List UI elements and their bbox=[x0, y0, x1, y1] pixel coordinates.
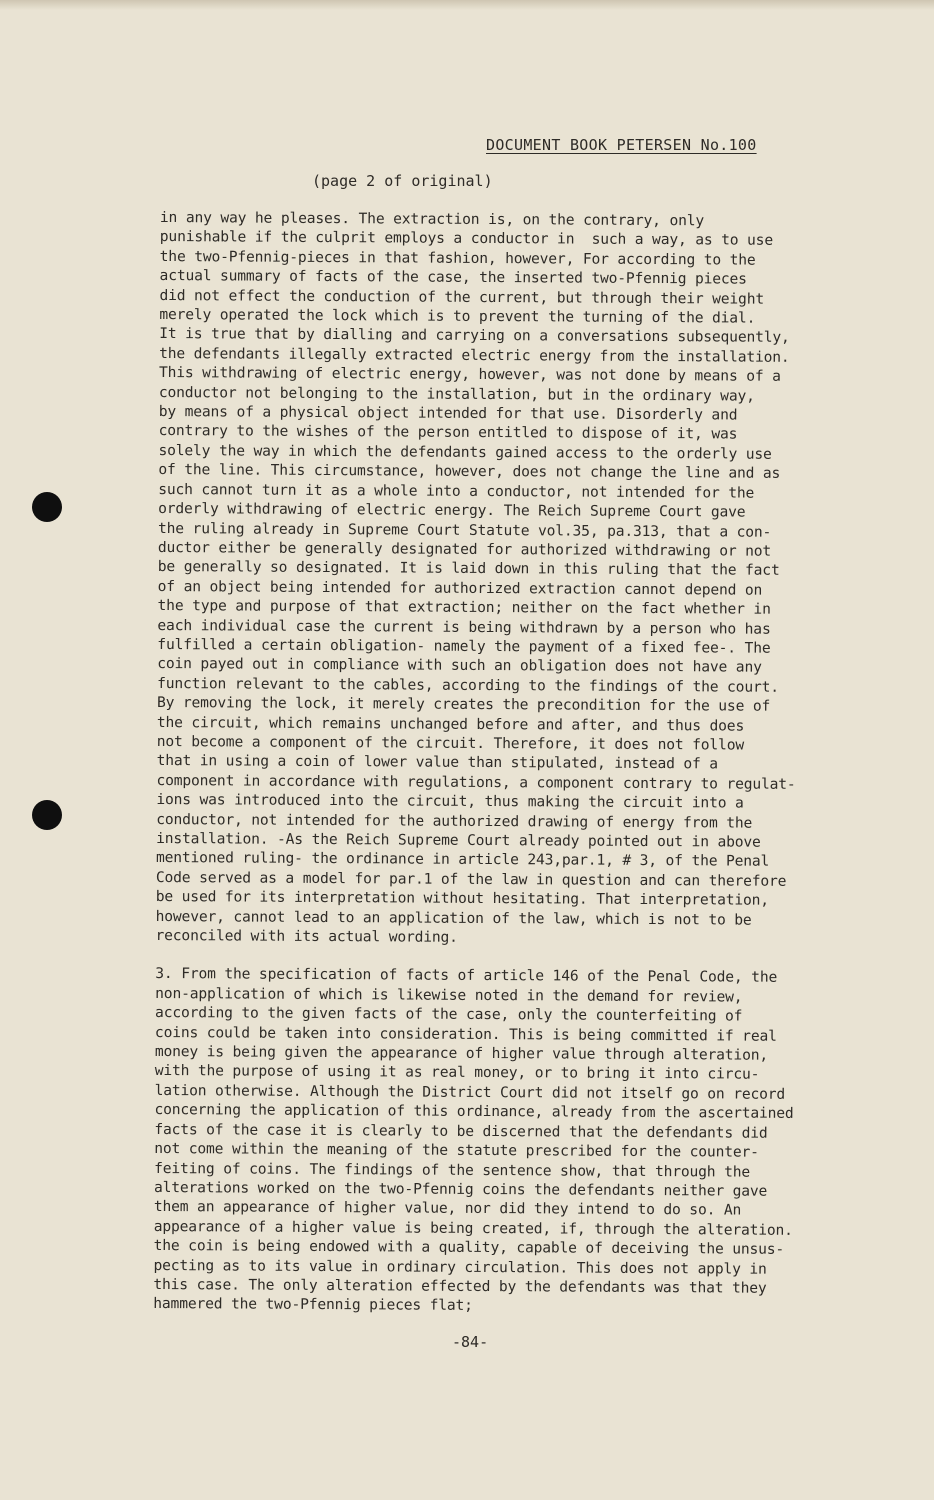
text-line: This withdrawing of electric energy, however, was not done by means of a bbox=[158, 364, 781, 386]
text-line: of an object being intended for authorized extraction cannot depend on bbox=[157, 577, 763, 599]
text-line: function relevant to the cables, according to the findings of the court. bbox=[157, 674, 779, 696]
text-line: ions was introduced into the circuit, thus making the circuit into a bbox=[156, 791, 744, 812]
text-line: the ruling already in Supreme Court Statute vol.35, pa.313, that a con- bbox=[157, 519, 772, 541]
text-line: this case. The only alteration effected by the defendants was that they bbox=[153, 1275, 767, 1297]
text-line: coins could be taken into consideration. This is being committed if real bbox=[154, 1023, 777, 1045]
text-line: merely operated the lock which is to prevent the turning of the dial. bbox=[159, 306, 756, 327]
paragraph-counterfeiting-analysis bbox=[153, 964, 895, 1318]
text-line: punishable if the culprit employs a conductor in such a way, as to use bbox=[159, 228, 774, 250]
text-line: conductor, not intended for the authorized drawing of energy from the bbox=[156, 810, 753, 832]
text-line: reconciled with its actual wording. bbox=[155, 927, 458, 946]
text-line: fulfilled a certain obligation- namely the payment of a fixed fee-. The bbox=[157, 635, 771, 657]
text-line: conductor not belonging to the installation, but in the ordinary way, bbox=[158, 383, 755, 405]
text-line: mentioned ruling- the ordinance in article 243,par.1, # 3, of the Penal bbox=[155, 849, 770, 871]
text-line: ductor either be generally designated for authorized withdrawing or not bbox=[157, 538, 772, 560]
text-line: non-application of which is likewise noted in the demand for review, bbox=[155, 984, 743, 1006]
document-book-heading: DOCUMENT BOOK PETERSEN No.100 bbox=[486, 136, 757, 154]
text-line: actual summary of facts of the case, the inserted two-Pfennig pieces bbox=[159, 267, 747, 288]
text-line: facts of the case it is clearly to be discerned that the defendants did bbox=[154, 1120, 768, 1142]
text-line: Code served as a model for par.1 of the law in question and can therefore bbox=[155, 868, 787, 890]
text-line: be used for its interpretation without hesitating. That interpretation, bbox=[155, 888, 770, 909]
text-line: the circuit, which remains unchanged before and after, and thus does bbox=[156, 713, 745, 735]
text-line: the two-Pfennig-pieces in that fashion, however, For according to the bbox=[159, 247, 756, 269]
text-line: however, cannot lead to an application of the law, which is not to be bbox=[155, 907, 752, 929]
text-line: alterations worked on the two-Pfennig coins the defendants neither gave bbox=[153, 1178, 768, 1200]
text-line: in any way he pleases. The extraction is, on the contrary, only bbox=[159, 208, 705, 230]
text-line: coin payed out in compliance with such an obligation does not have any bbox=[157, 655, 762, 677]
text-line: solely the way in which the defendants gained access to the orderly use bbox=[158, 441, 772, 463]
paper-top-edge bbox=[0, 0, 934, 10]
text-line: not come within the meaning of the statute prescribed for the counter- bbox=[154, 1140, 759, 1161]
binder-punch-hole bbox=[32, 492, 62, 522]
text-line: By removing the lock, it merely creates the precondition for the use of bbox=[156, 694, 771, 715]
text-line: the coin is being endowed with a quality, capable of deceiving the unsus- bbox=[153, 1237, 785, 1258]
text-line: did not effect the conduction of the current, but through their weight bbox=[159, 286, 765, 308]
text-line: appearance of a higher value is being created, if, through the alteration. bbox=[153, 1217, 793, 1239]
text-line: money is being given the appearance of higher value through alteration, bbox=[154, 1043, 769, 1064]
text-line: the type and purpose of that extraction; neither on the fact whether in bbox=[157, 597, 771, 618]
binder-punch-hole bbox=[32, 800, 62, 830]
document-body bbox=[153, 208, 900, 1318]
text-line: according to the given facts of the case, only the counterfeiting of bbox=[155, 1004, 743, 1025]
text-line: that in using a coin of lower value than stipulated, instead of a bbox=[156, 752, 719, 773]
text-line: the defendants illegally extracted electric energy from the installation. bbox=[159, 344, 790, 366]
text-line: component in accordance with regulations, a component contrary to regulat- bbox=[156, 771, 796, 793]
text-line: by means of a physical object intended for that use. Disorderly and bbox=[158, 403, 738, 424]
text-line: lation otherwise. Although the District Court did not itself go on record bbox=[154, 1081, 786, 1103]
text-line: such cannot turn it as a whole into a conductor, not intended for the bbox=[158, 480, 755, 502]
text-line: with the purpose of using it as real money, or to bring it into circu- bbox=[154, 1062, 760, 1084]
text-line: them an appearance of higher value, nor did they intend to do so. An bbox=[153, 1198, 742, 1219]
text-line: pecting as to its value in ordinary circulation. This does not apply in bbox=[153, 1256, 767, 1278]
text-line: of the line. This circumstance, however, does not change the line and as bbox=[158, 461, 781, 483]
text-line: concerning the application of this ordinance, already from the ascertained bbox=[154, 1101, 794, 1123]
text-line: installation. -As the Reich Supreme Court already pointed out in above bbox=[156, 829, 761, 851]
text-line: feiting of coins. The findings of the sentence show, that through the bbox=[154, 1159, 751, 1181]
text-line: It is true that by dialling and carrying on a conversations subsequently, bbox=[159, 325, 790, 347]
text-line: each individual case the current is being withdrawn by a person who has bbox=[157, 616, 771, 638]
paragraph-legal-analysis bbox=[155, 208, 899, 950]
text-line: be generally so designated. It is laid down in this ruling that the fact bbox=[157, 558, 780, 580]
text-line: contrary to the wishes of the person entitled to dispose of it, was bbox=[158, 422, 738, 443]
text-line: not become a component of the circuit. Therefore, it does not follow bbox=[156, 732, 745, 754]
text-line: orderly withdrawing of electric energy. The Reich Supreme Court gave bbox=[158, 500, 746, 521]
page-number: -84- bbox=[452, 1333, 489, 1351]
original-page-note: (page 2 of original) bbox=[312, 172, 493, 190]
text-line: hammered the two-Pfennig pieces flat; bbox=[153, 1295, 473, 1315]
text-line: 3. From the specification of facts of article 146 of the Penal Code, the bbox=[155, 965, 778, 987]
